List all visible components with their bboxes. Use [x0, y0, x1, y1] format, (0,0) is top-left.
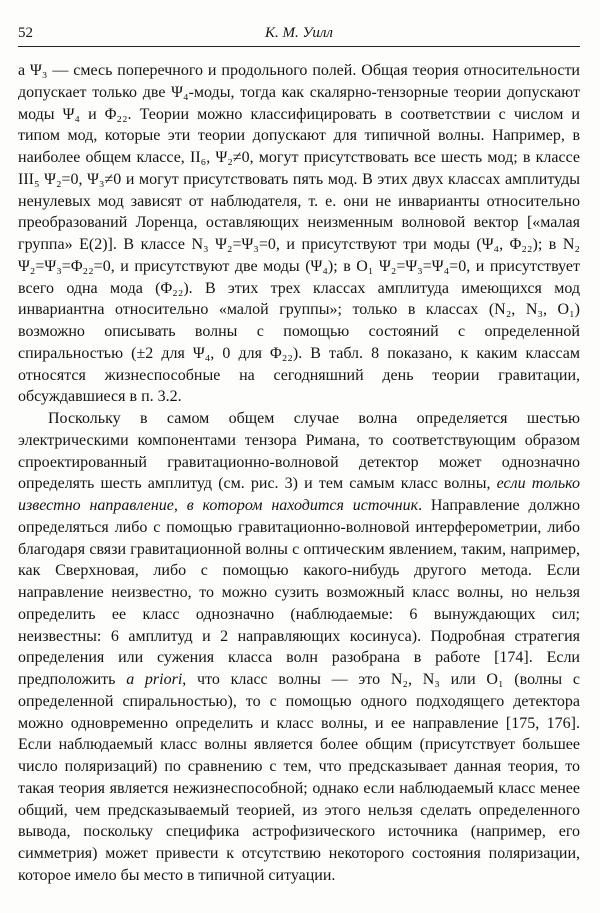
- paragraph-2: [18, 408, 580, 887]
- text-segment: а Ψ₃ — смесь поперечного и продольного полей. Общая теория относительности допускает только две Ψ₄-моды, тогда как скалярно-тензорные теории допускают моды Ψ₄ и Φ₂₂. Теории можно классифицировать в соответствии с числом и типом мод, которые эти теории допускают для типичной волны. Например, в наиболее общем классе, II₆, Ψ₂≠0, могут присутствовать все шесть мод; в классе III₅ Ψ₂=0, Ψ₃≠0 и могут присутствовать пять мод. В этих двух классах амплитуды ненулевых мод зависят от наблюдателя, т. е. они не инварианты относительно преобразований Лоренца, оставляющих неизменным волновой вектор [«малая группа» E(2)]. В классе N₃ Ψ₂=Ψ₃=0, и присутствуют три моды (Ψ₄, Φ₂₂); в N₂ Ψ₂=Ψ₃=Φ₂₂=0, и присутствуют две моды (Ψ₄); в O₁ Ψ₂=Ψ₃=Ψ₄=0, и присутствует всего одна мода (Φ₂₂). В этих трех классах амплитуда имеющихся мод инвариантна относительно «малой группы»; только в классах (N₂, N₃, O₁) возможно описывать волны с помощью состояний с определенной спиральностью (±2 для Ψ₄, 0 для Φ₂₂). В табл. 8 показано, к каким классам относятся жизнеспособные на сегодняшний день теории гравитации, обсуждавшиеся в п. 3.2.: [18, 62, 580, 406]
- body-text: [18, 60, 580, 887]
- italic-text-segment: a priori: [126, 671, 183, 688]
- italic-text-segment: если только известно направление, в котором находится источник: [18, 475, 581, 514]
- running-head: [18, 22, 580, 44]
- header-rule: [18, 46, 580, 47]
- paragraph-1: [18, 60, 580, 408]
- running-title: К. М. Уилл: [265, 25, 333, 41]
- text-segment: Поскольку в самом общем случае волна определяется шестью электрическими компонентами тензора Римана, то соответствующим образом спроектированный гравитационно-волновой детектор может однозначно определять шесть амплитуд (см. рис. 3) и тем самым класс волны,: [18, 410, 580, 493]
- text-segment: . Направление должно определяться либо с помощью гравитационно-волновой интерферометрии, либо благодаря связи гравитационной волны с оптическим явлением, таким, например, как Сверхновая, либо с помощью какого-нибудь другого метода. Если направление неизвестно, то можно сузить возможный класс волны, но нельзя определить ее класс однозначно (наблюдаемые: 6 вынуждающих сил; неизвестны: 6 амплитуд и 2 направляющих косинуса). Подробная стратегия определения или сужения класса волн разобрана в работе [174]. Если предположить: [18, 497, 580, 688]
- page-number: 52: [18, 25, 33, 41]
- text-segment: , что класс волны — это N₂, N₃ или O₁ (волны с определенной спиральностью), то с помощью одного подходящего детектора можно одновременно определить и класс волны, и ее направление [175, 176]. Если наблюдаемый класс волны является более общим (присутствует большее число поляризаций) по сравнению с тем, что предсказывает данная теория, то такая теория является нежизнеспособной; однако если наблюдаемый класс менее общий, чем предсказываемый теорией, из этого нельзя сделать определенного вывода, поскольку специфика астрофизического источника (например, его симметрия) может привести к отсутствию некоторого состояния поляризации, которое имело бы место в типичной ситуации.: [18, 671, 581, 884]
